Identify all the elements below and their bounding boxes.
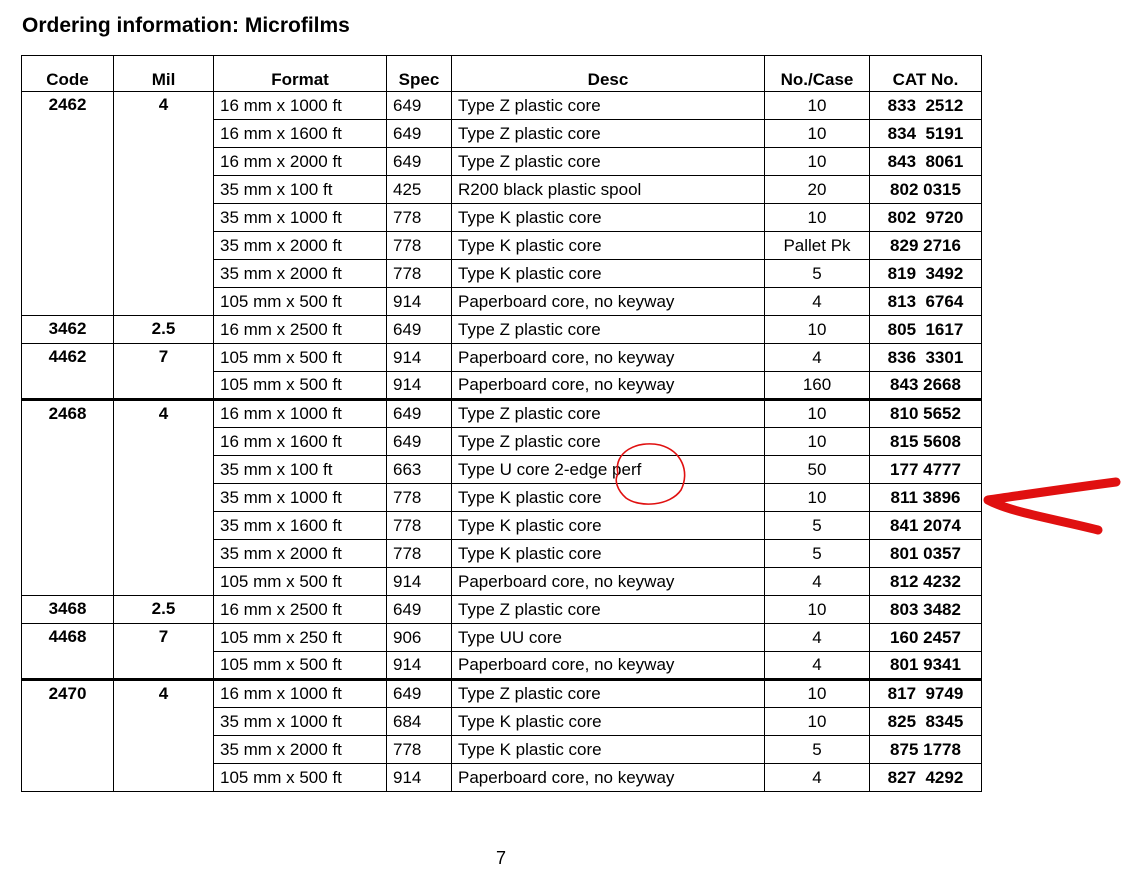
cell-no-per-case: 50 xyxy=(765,456,870,484)
cell-no-per-case: 4 xyxy=(765,764,870,792)
cell-desc: Paperboard core, no keyway xyxy=(452,288,765,316)
cell-format: 35 mm x 2000 ft xyxy=(214,260,387,288)
cell-format: 35 mm x 2000 ft xyxy=(214,232,387,260)
cell-cat-no: 875 1778 xyxy=(870,736,982,764)
cell-desc: Type K plastic core xyxy=(452,512,765,540)
cell-cat-no: 815 5608 xyxy=(870,428,982,456)
cell-spec: 649 xyxy=(387,316,452,344)
cell-no-per-case: 4 xyxy=(765,624,870,652)
cell-no-per-case: 4 xyxy=(765,568,870,596)
cell-spec: 649 xyxy=(387,428,452,456)
cell-format: 16 mm x 2500 ft xyxy=(214,596,387,624)
cell-code: 4468 xyxy=(22,624,114,680)
cell-cat-no: 802 0315 xyxy=(870,176,982,204)
cell-format: 35 mm x 1000 ft xyxy=(214,204,387,232)
cell-cat-no: 836 3301 xyxy=(870,344,982,372)
cell-format: 35 mm x 1000 ft xyxy=(214,484,387,512)
page-title: Ordering information: Microfilms xyxy=(22,14,350,37)
cell-desc: Paperboard core, no keyway xyxy=(452,764,765,792)
cell-cat-no: 160 2457 xyxy=(870,624,982,652)
cell-format: 105 mm x 500 ft xyxy=(214,764,387,792)
cell-desc: Paperboard core, no keyway xyxy=(452,652,765,680)
cell-code: 3462 xyxy=(22,316,114,344)
cell-mil: 4 xyxy=(114,400,214,596)
cell-desc: Type K plastic core xyxy=(452,708,765,736)
cell-desc: Paperboard core, no keyway xyxy=(452,344,765,372)
cell-format: 35 mm x 1600 ft xyxy=(214,512,387,540)
cell-mil: 2.5 xyxy=(114,596,214,624)
cell-desc: Paperboard core, no keyway xyxy=(452,372,765,400)
cell-desc: Type Z plastic core xyxy=(452,316,765,344)
cell-no-per-case: 10 xyxy=(765,428,870,456)
cell-desc: Type Z plastic core xyxy=(452,428,765,456)
cell-no-per-case: 4 xyxy=(765,652,870,680)
cell-cat-no: 825 8345 xyxy=(870,708,982,736)
cell-no-per-case: 5 xyxy=(765,260,870,288)
cell-format: 16 mm x 1600 ft xyxy=(214,120,387,148)
cell-desc: Type Z plastic core xyxy=(452,680,765,708)
cell-desc: Type Z plastic core xyxy=(452,400,765,428)
cell-no-per-case: Pallet Pk xyxy=(765,232,870,260)
cell-cat-no: 843 8061 xyxy=(870,148,982,176)
cell-spec: 649 xyxy=(387,120,452,148)
cell-cat-no: 810 5652 xyxy=(870,400,982,428)
cell-desc: Type K plastic core xyxy=(452,736,765,764)
cell-no-per-case: 5 xyxy=(765,512,870,540)
cell-no-per-case: 10 xyxy=(765,708,870,736)
cell-cat-no: 811 3896 xyxy=(870,484,982,512)
cell-spec: 649 xyxy=(387,92,452,120)
cell-spec: 649 xyxy=(387,680,452,708)
cell-format: 105 mm x 500 ft xyxy=(214,652,387,680)
cell-spec: 778 xyxy=(387,512,452,540)
cell-format: 35 mm x 100 ft xyxy=(214,176,387,204)
cell-no-per-case: 20 xyxy=(765,176,870,204)
cell-spec: 778 xyxy=(387,736,452,764)
cell-format: 35 mm x 2000 ft xyxy=(214,540,387,568)
cell-cat-no: 177 4777 xyxy=(870,456,982,484)
cell-format: 35 mm x 2000 ft xyxy=(214,736,387,764)
cell-no-per-case: 10 xyxy=(765,400,870,428)
cell-format: 35 mm x 100 ft xyxy=(214,456,387,484)
cell-no-per-case: 10 xyxy=(765,92,870,120)
cell-format: 105 mm x 500 ft xyxy=(214,344,387,372)
cell-desc: Type Z plastic core xyxy=(452,120,765,148)
cell-cat-no: 812 4232 xyxy=(870,568,982,596)
cell-cat-no: 817 9749 xyxy=(870,680,982,708)
cell-format: 105 mm x 500 ft xyxy=(214,372,387,400)
cell-spec: 914 xyxy=(387,344,452,372)
cell-desc: Type Z plastic core xyxy=(452,596,765,624)
cell-spec: 778 xyxy=(387,232,452,260)
cell-mil: 2.5 xyxy=(114,316,214,344)
cell-format: 105 mm x 500 ft xyxy=(214,568,387,596)
cell-code: 2468 xyxy=(22,400,114,596)
cell-cat-no: 843 2668 xyxy=(870,372,982,400)
header-format: Format xyxy=(214,56,387,92)
cell-desc: Type Z plastic core xyxy=(452,148,765,176)
cell-cat-no: 841 2074 xyxy=(870,512,982,540)
cell-cat-no: 803 3482 xyxy=(870,596,982,624)
cell-desc: Type K plastic core xyxy=(452,540,765,568)
cell-desc: Type U core 2-edge perf xyxy=(452,456,765,484)
cell-desc: Paperboard core, no keyway xyxy=(452,568,765,596)
cell-spec: 778 xyxy=(387,540,452,568)
cell-no-per-case: 4 xyxy=(765,288,870,316)
cell-no-per-case: 5 xyxy=(765,736,870,764)
cell-format: 35 mm x 1000 ft xyxy=(214,708,387,736)
cell-spec: 649 xyxy=(387,596,452,624)
cell-format: 105 mm x 500 ft xyxy=(214,288,387,316)
cell-mil: 7 xyxy=(114,624,214,680)
cell-cat-no: 834 5191 xyxy=(870,120,982,148)
cell-mil: 4 xyxy=(114,92,214,316)
red-arrow-annotation xyxy=(988,482,1116,530)
cell-format: 16 mm x 1000 ft xyxy=(214,92,387,120)
header-desc: Desc xyxy=(452,56,765,92)
cell-mil: 4 xyxy=(114,680,214,792)
cell-code: 4462 xyxy=(22,344,114,400)
cell-no-per-case: 10 xyxy=(765,484,870,512)
cell-no-per-case: 4 xyxy=(765,344,870,372)
cell-desc: Type UU core xyxy=(452,624,765,652)
cell-spec: 914 xyxy=(387,372,452,400)
cell-spec: 914 xyxy=(387,568,452,596)
cell-desc: Type K plastic core xyxy=(452,260,765,288)
cell-desc: Type Z plastic core xyxy=(452,92,765,120)
cell-spec: 914 xyxy=(387,288,452,316)
cell-mil: 7 xyxy=(114,344,214,400)
cell-format: 105 mm x 250 ft xyxy=(214,624,387,652)
cell-code: 3468 xyxy=(22,596,114,624)
cell-spec: 778 xyxy=(387,484,452,512)
cell-spec: 649 xyxy=(387,400,452,428)
header-spec: Spec xyxy=(387,56,452,92)
cell-format: 16 mm x 1000 ft xyxy=(214,400,387,428)
cell-cat-no: 802 9720 xyxy=(870,204,982,232)
cell-no-per-case: 10 xyxy=(765,680,870,708)
cell-no-per-case: 10 xyxy=(765,120,870,148)
cell-format: 16 mm x 2500 ft xyxy=(214,316,387,344)
cell-spec: 778 xyxy=(387,260,452,288)
cell-spec: 914 xyxy=(387,652,452,680)
cell-spec: 906 xyxy=(387,624,452,652)
cell-cat-no: 819 3492 xyxy=(870,260,982,288)
cell-no-per-case: 10 xyxy=(765,148,870,176)
cell-no-per-case: 10 xyxy=(765,596,870,624)
header-mil: Mil xyxy=(114,56,214,92)
cell-code: 2462 xyxy=(22,92,114,316)
cell-spec: 914 xyxy=(387,764,452,792)
cell-desc: R200 black plastic spool xyxy=(452,176,765,204)
cell-spec: 663 xyxy=(387,456,452,484)
cell-spec: 649 xyxy=(387,148,452,176)
header-cat-no: CAT No. xyxy=(870,56,982,92)
cell-cat-no: 833 2512 xyxy=(870,92,982,120)
cell-spec: 778 xyxy=(387,204,452,232)
cell-spec: 425 xyxy=(387,176,452,204)
cell-cat-no: 827 4292 xyxy=(870,764,982,792)
cell-no-per-case: 10 xyxy=(765,204,870,232)
cell-no-per-case: 5 xyxy=(765,540,870,568)
cell-format: 16 mm x 1600 ft xyxy=(214,428,387,456)
cell-spec: 684 xyxy=(387,708,452,736)
header-code: Code xyxy=(22,56,114,92)
cell-cat-no: 801 0357 xyxy=(870,540,982,568)
cell-code: 2470 xyxy=(22,680,114,792)
page-number: 7 xyxy=(496,848,507,868)
cell-desc: Type K plastic core xyxy=(452,232,765,260)
cell-format: 16 mm x 1000 ft xyxy=(214,680,387,708)
cell-no-per-case: 160 xyxy=(765,372,870,400)
cell-no-per-case: 10 xyxy=(765,316,870,344)
cell-desc: Type K plastic core xyxy=(452,204,765,232)
cell-format: 16 mm x 2000 ft xyxy=(214,148,387,176)
cell-cat-no: 801 9341 xyxy=(870,652,982,680)
cell-desc: Type K plastic core xyxy=(452,484,765,512)
cell-cat-no: 813 6764 xyxy=(870,288,982,316)
cell-cat-no: 829 2716 xyxy=(870,232,982,260)
header-no-per-case: No./Case xyxy=(765,56,870,92)
red-circle-annotation xyxy=(616,444,684,504)
cell-cat-no: 805 1617 xyxy=(870,316,982,344)
